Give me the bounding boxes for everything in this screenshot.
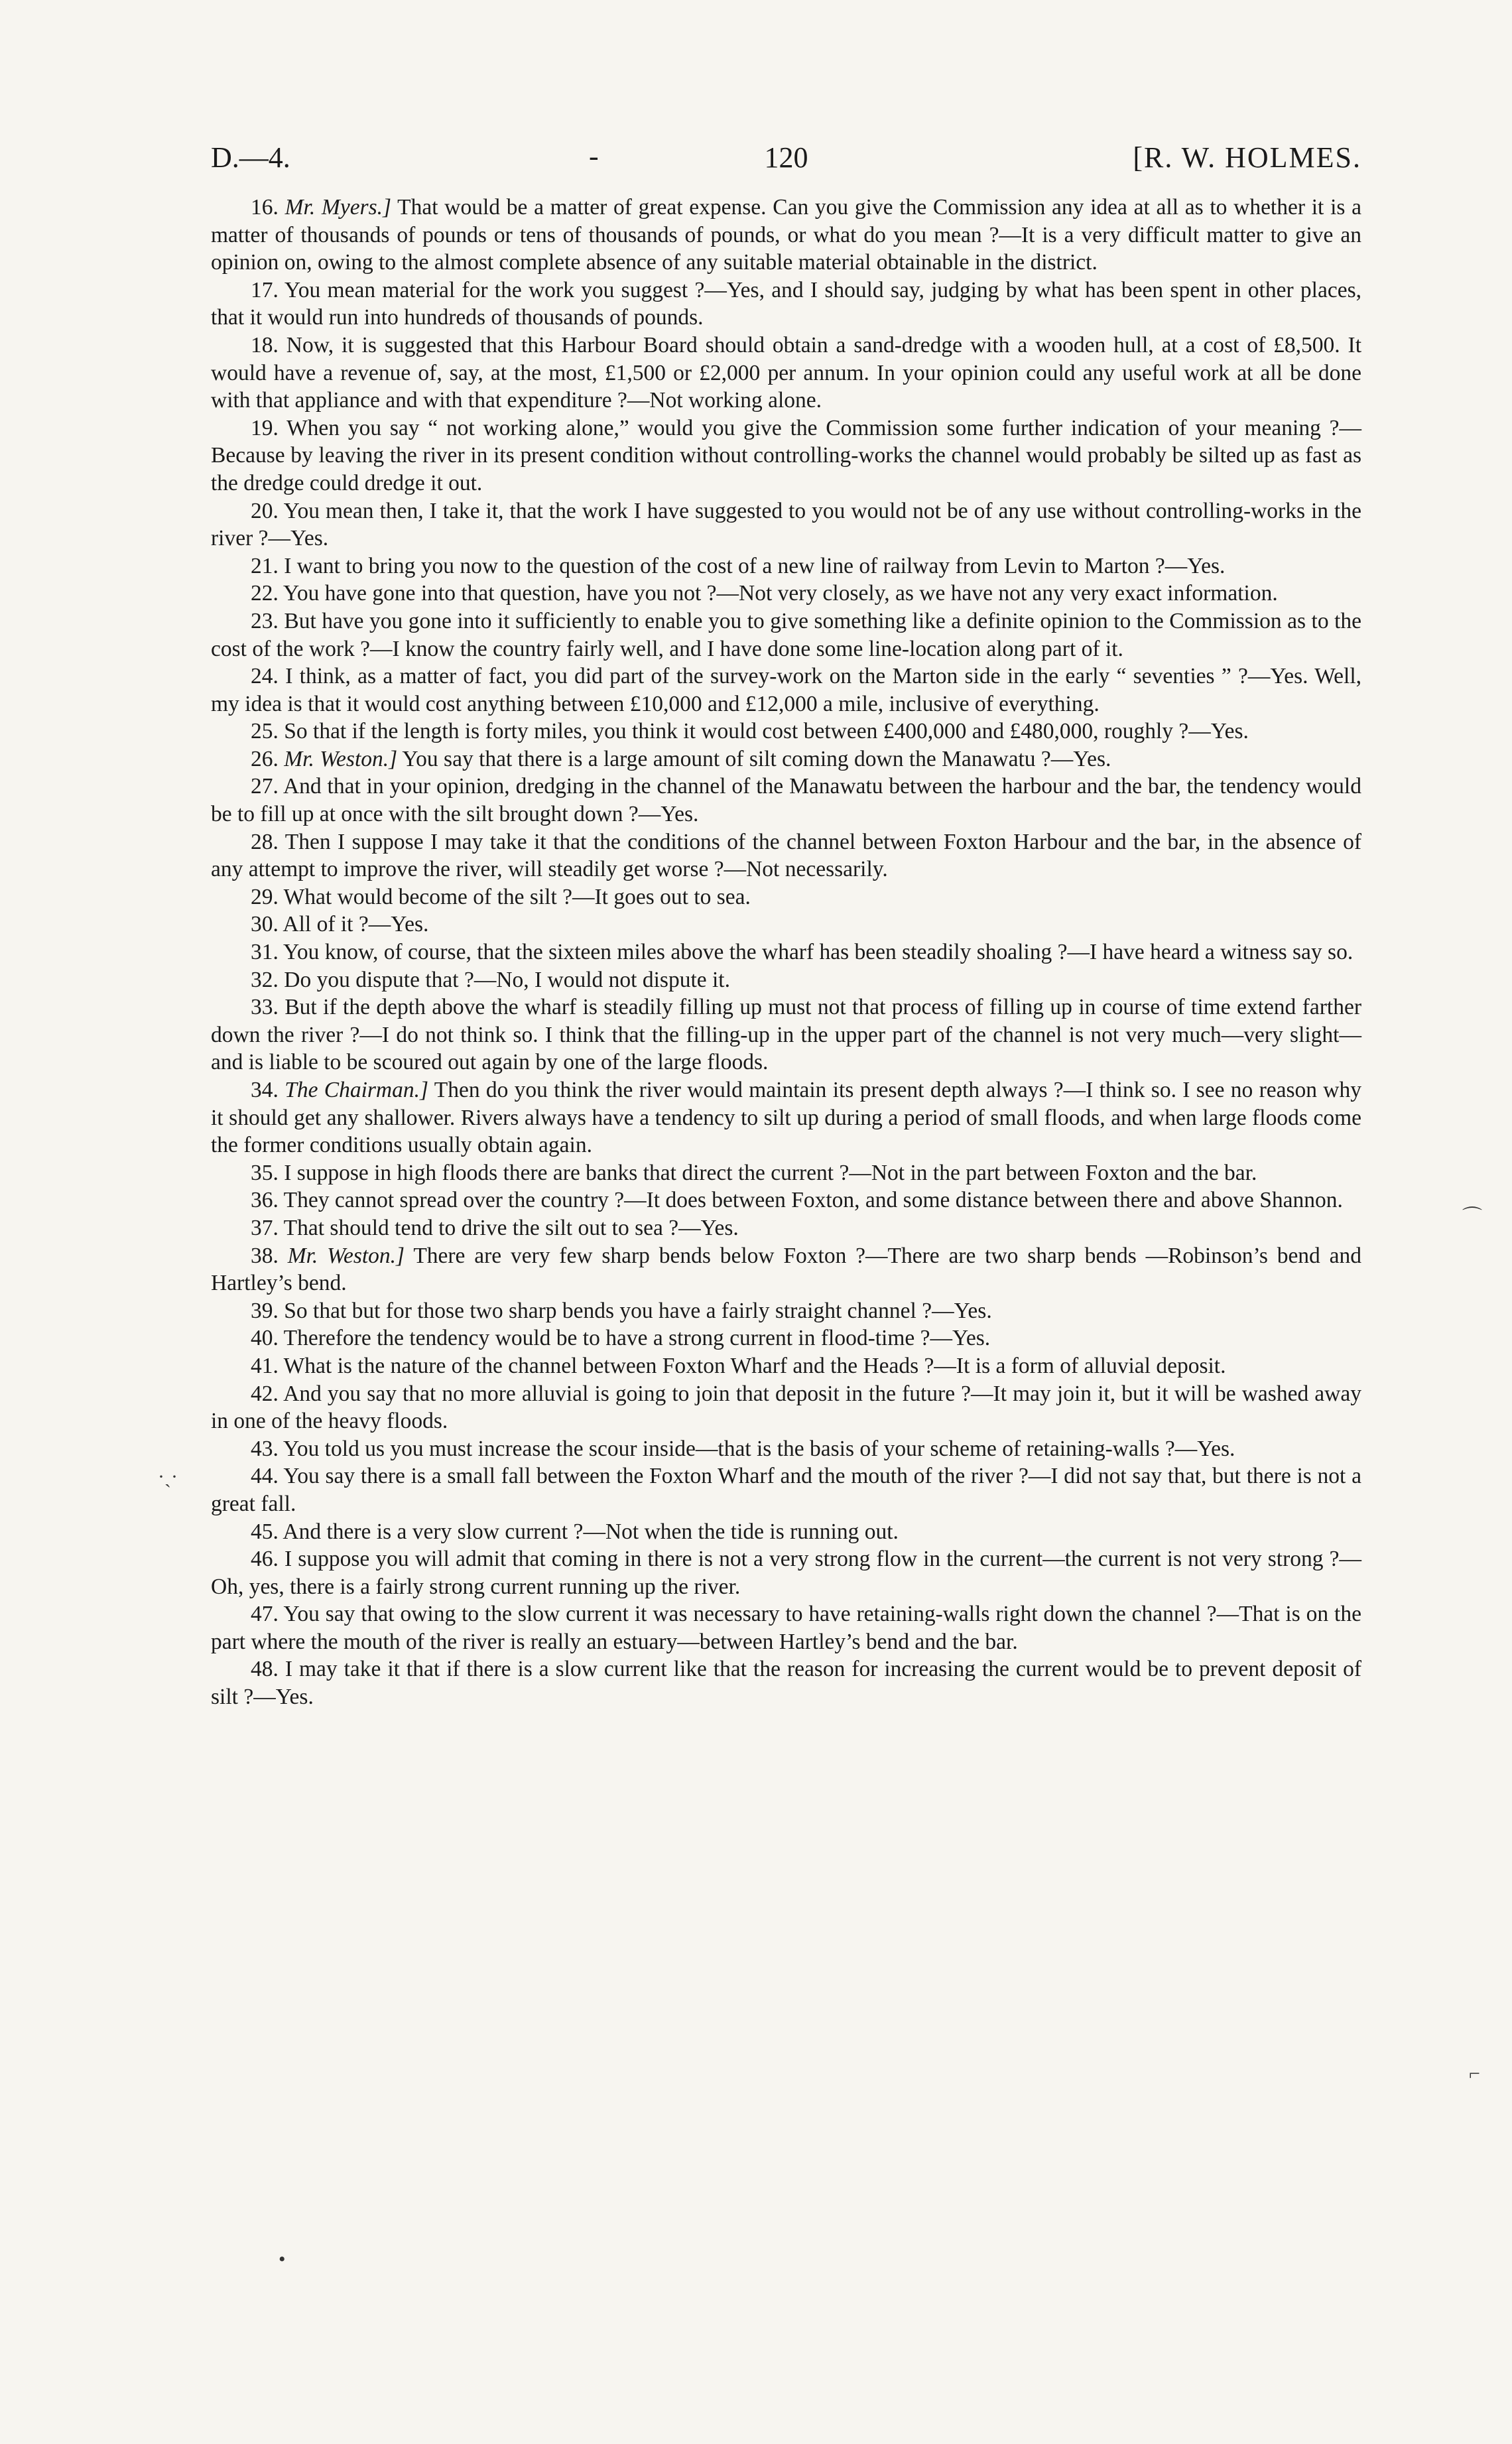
- question-number: 24.: [251, 664, 279, 689]
- question-number: 31.: [251, 940, 279, 965]
- question-text: Now, it is suggested that this Harbour Board should obtain a sand-dredge with a wooden hull, at a cost of £8,500. It would have a revenue of, say, at the most, £1,500 or £2,000 per annum. In your opinion could any useful work at all be done with that appliance and with that expenditure ?: [211, 332, 1362, 413]
- header-dash: -: [589, 140, 599, 172]
- question-text: I suppose in high floods there are banks that direct the current ?: [284, 1160, 850, 1185]
- question-number: 37.: [251, 1215, 279, 1240]
- question-number: 26.: [251, 746, 279, 771]
- question-text: But have you gone into it sufficiently to enable you to give something like a definite opinion to the Commission as to the cost of the work ?: [211, 608, 1361, 661]
- answer-text: —Yes.: [678, 1215, 739, 1240]
- answer-text: —Yes, and I should say, judging by what has been spent in other places, that it would run into hundreds of thousands of pounds.: [211, 277, 1361, 330]
- question-text: You say that owing to the slow current it was necessary to have retaining-walls right down the channel ?: [283, 1602, 1217, 1627]
- question-number: 17.: [251, 277, 279, 302]
- question-text: You told us you must increase the scour inside—that is the basis of your scheme of retaining-walls ?: [283, 1436, 1175, 1461]
- question-text: What is the nature of the channel between Foxton Wharf and the Heads ?: [283, 1353, 934, 1378]
- question-number: 41.: [251, 1353, 279, 1378]
- testimony-paragraph: [211, 1600, 1361, 1655]
- answer-text: —It goes out to sea.: [572, 884, 751, 909]
- question-number: 28.: [251, 829, 279, 854]
- question-text: All of it ?: [283, 912, 369, 937]
- question-text: I want to bring you now to the question of the cost of a new line of railway from Levin to Marton ?: [284, 553, 1165, 578]
- question-text: You know, of course, that the sixteen miles above the wharf has been steadily shoaling ?: [283, 940, 1068, 965]
- testimony-paragraph: [211, 663, 1361, 718]
- answer-text: —There are two sharp bends —Robinson’s bend and Hartley’s bend.: [211, 1243, 1361, 1296]
- testimony-paragraph: [211, 994, 1361, 1076]
- question-text: But if the depth above the wharf is steadily filling up must not that process of filling up in course of time extend farther down the river ?: [211, 995, 1361, 1047]
- answer-text: —I did not say that, but there is not a great fall.: [211, 1464, 1361, 1516]
- question-number: 39.: [251, 1298, 279, 1323]
- answer-text: —Oh, yes, there is a fairly strong current running up the river.: [211, 1547, 1362, 1599]
- answer-text: —Yes.: [1165, 553, 1226, 578]
- answer-text: —Not when the tide is running out.: [583, 1519, 899, 1544]
- testimony-paragraph: [211, 883, 1361, 911]
- answer-text: —Yes.: [1174, 1436, 1235, 1461]
- testimony-paragraph: [211, 1159, 1361, 1187]
- testimony-paragraph: [211, 415, 1361, 497]
- question-number: 22.: [251, 581, 279, 606]
- question-number: 32.: [251, 967, 279, 992]
- testimony-paragraph: [211, 773, 1361, 828]
- testimony-paragraph: [211, 1214, 1361, 1242]
- answer-text: —It does between Foxton, and some distance between there and above Shannon.: [624, 1188, 1343, 1213]
- testimony-paragraph: [211, 911, 1361, 938]
- answer-text: —It is a very difficult matter to give an opinion on, owing to the almost complete absence of any suitable material obtainable in the district.: [211, 222, 1361, 275]
- testimony-paragraph: [211, 1655, 1361, 1710]
- question-number: 46.: [251, 1547, 279, 1572]
- question-number: 44.: [251, 1464, 279, 1489]
- question-text: What would become of the silt ?: [283, 884, 573, 909]
- question-number: 47.: [251, 1602, 279, 1627]
- question-text: You mean then, I take it, that the work I have suggested to you would not be of any use without controlling-works in the river ?: [211, 498, 1361, 551]
- answer-text: —It may join it, but it will be washed away in one of the heavy floods.: [211, 1381, 1361, 1434]
- answer-text: —Yes. Well, my idea is that it would cost anything between £10,000 and £12,000 a mile, inclusive of everything.: [211, 664, 1362, 716]
- testimony-paragraph: [211, 1380, 1361, 1435]
- question-number: 20.: [251, 498, 279, 523]
- question-text: I think, as a matter of fact, you did part of the survey-work on the Marton side in the early “ seventies ” ?: [285, 664, 1248, 689]
- document-page: [211, 141, 1361, 1711]
- question-text: That should tend to drive the silt out to sea ?: [283, 1215, 679, 1240]
- answer-text: —Not necessarily.: [724, 857, 888, 882]
- question-number: 42.: [251, 1381, 279, 1406]
- question-number: 36.: [251, 1188, 279, 1213]
- question-number: 34.: [251, 1078, 279, 1102]
- answer-text: —I do not think so. I think that the filling-up in the upper part of the channel is not very much—very slight—and is liable to be scoured out again by one of the large floods.: [211, 1022, 1361, 1075]
- answer-text: —Yes.: [1050, 746, 1111, 771]
- testimony-paragraph: [211, 1518, 1361, 1546]
- question-text: You mean material for the work you suggest ?: [284, 277, 705, 302]
- answer-text: —Yes.: [368, 912, 429, 937]
- question-text: When you say “ not working alone,” would you give the Commission some further indication of your meaning ?: [286, 415, 1340, 440]
- answer-text: —Yes.: [638, 802, 699, 827]
- question-number: 29.: [251, 884, 279, 909]
- question-number: 45.: [251, 1519, 279, 1544]
- answer-text: —Not in the part between Foxton and the bar.: [849, 1160, 1257, 1185]
- question-number: 33.: [251, 995, 279, 1020]
- answer-text: —Yes.: [268, 526, 329, 551]
- question-text: You have gone into that question, have you not ?: [283, 581, 717, 606]
- document-reference: D.—4.: [211, 141, 290, 174]
- question-text: And there is a very slow current ?: [283, 1519, 584, 1544]
- question-text: Therefore the tendency would be to have a strong current in flood-time ?: [283, 1326, 930, 1351]
- speaker-name: Mr. Weston.]: [284, 746, 398, 771]
- speaker-name: Mr. Weston.]: [287, 1243, 405, 1268]
- question-text: They cannot spread over the country ?: [283, 1188, 625, 1213]
- question-text: And that in your opinion, dredging in the channel of the Manawatu between the harbour and the bar, the tendency would be to fill up at once with the silt brought down ?: [211, 774, 1361, 827]
- testimony-paragraph: [211, 966, 1361, 994]
- answer-text: —It is a form of alluvial deposit.: [934, 1353, 1226, 1378]
- answer-text: —Not very closely, as we have not any very exact information.: [716, 581, 1278, 606]
- testimony-paragraph: [211, 194, 1361, 277]
- answer-text: —That is on the part where the mouth of the river is really an estuary—between Hartley’s bend and the bar.: [211, 1602, 1361, 1654]
- question-text: Then do you think the river would maintain its present depth always ?: [434, 1078, 1064, 1102]
- question-number: 18.: [251, 332, 279, 357]
- question-text: You say there is a small fall between the Foxton Wharf and the mouth of the river ?: [283, 1464, 1029, 1489]
- question-text: So that but for those two sharp bends you have a fairly straight channel ?: [284, 1298, 932, 1323]
- question-number: 48.: [251, 1657, 279, 1682]
- testimony-paragraph: [211, 745, 1361, 773]
- testimony-paragraph: [211, 1324, 1361, 1352]
- answer-text: —I know the country fairly well, and I have done some line-location along part of it.: [370, 636, 1123, 661]
- question-text: And you say that no more alluvial is going to join that deposit in the future ?: [283, 1381, 972, 1406]
- answer-text: —Not working alone.: [627, 388, 822, 413]
- testimony-paragraph: [211, 608, 1361, 663]
- question-number: 30.: [251, 912, 279, 937]
- question-number: 38.: [251, 1243, 279, 1268]
- question-text: That would be a matter of great expense. Can you give the Commission any idea at all as to whether it is a matter of thousands of pounds or tens of thousands of pounds, or what do you mean ?: [211, 195, 1361, 247]
- testimony-paragraph: [211, 938, 1361, 966]
- answer-text: —No, I would not dispute it.: [473, 967, 730, 992]
- question-number: 21.: [251, 553, 279, 578]
- page-header: [211, 141, 1361, 194]
- question-text: I may take it that if there is a slow current like that the reason for increasing the current would be to prevent deposit of silt ?: [211, 1657, 1362, 1710]
- question-number: 16.: [251, 195, 279, 220]
- testimony-paragraph: [211, 497, 1361, 552]
- question-number: 40.: [251, 1326, 279, 1351]
- testimony-paragraph: [211, 1352, 1361, 1380]
- answer-text: —I think so. I see no reason why it should get any shallower. Rivers always have a tendency to silt up during a period of small floods, and when large floods come the former conditions usually obtain again.: [211, 1078, 1362, 1158]
- testimony-paragraph: [211, 332, 1361, 415]
- answer-text: —Yes.: [932, 1298, 992, 1323]
- testimony-paragraph: [211, 1462, 1361, 1517]
- question-number: 43.: [251, 1436, 279, 1461]
- answer-text: —Yes.: [253, 1685, 314, 1710]
- question-text: I suppose you will admit that coming in there is not a very strong flow in the current—the current is not very strong ?: [284, 1547, 1340, 1572]
- page-number: 120: [764, 141, 808, 174]
- testimony-paragraph: [211, 718, 1361, 745]
- question-number: 23.: [251, 608, 279, 633]
- question-text: There are very few sharp bends below Foxton ?: [413, 1243, 866, 1268]
- question-text: Then I suppose I may take it that the conditions of the channel between Foxton Harbour and the bar, in the absence of any attempt to improve the river, will steadily get worse ?: [211, 829, 1361, 882]
- testimony-paragraph: [211, 828, 1361, 883]
- speaker-name: Mr. Myers.]: [284, 195, 392, 220]
- testimony-paragraph: [211, 277, 1361, 332]
- answer-text: —I have heard a witness say so.: [1067, 940, 1354, 965]
- margin-mark: ·ˏ·: [158, 1466, 178, 1488]
- margin-mark: ⌒: [1462, 1206, 1482, 1228]
- margin-mark: ⌐: [1469, 2063, 1480, 2085]
- testimony-paragraph: [211, 1297, 1361, 1325]
- question-text: So that if the length is forty miles, you think it would cost between £400,000 and £480,000, roughly ?: [284, 719, 1189, 744]
- testimony-paragraph: [211, 1187, 1361, 1214]
- answer-text: —Because by leaving the river in its present condition without controlling-works the channel would probably be silted up as fast as the dredge could dredge it out.: [211, 415, 1361, 495]
- speaker-name: The Chairman.]: [284, 1078, 429, 1102]
- testimony-paragraph: [211, 1435, 1361, 1463]
- question-number: 19.: [251, 415, 279, 440]
- testimony-paragraph: [211, 580, 1361, 608]
- question-text: You say that there is a large amount of silt coming down the Manawatu ?: [402, 746, 1051, 771]
- answer-text: —Yes.: [930, 1326, 991, 1351]
- question-number: 27.: [251, 774, 279, 799]
- margin-mark: •: [279, 2248, 286, 2270]
- testimony-paragraph: [211, 1242, 1361, 1297]
- answer-text: —Yes.: [1188, 719, 1249, 744]
- question-number: 25.: [251, 719, 279, 744]
- witness-name: [R. W. HOLMES.: [1133, 141, 1361, 174]
- testimony-paragraph: [211, 552, 1361, 580]
- testimony-body: [211, 194, 1361, 1711]
- testimony-paragraph: [211, 1545, 1361, 1600]
- question-text: Do you dispute that ?: [284, 967, 474, 992]
- testimony-paragraph: [211, 1076, 1361, 1159]
- question-number: 35.: [251, 1160, 279, 1185]
